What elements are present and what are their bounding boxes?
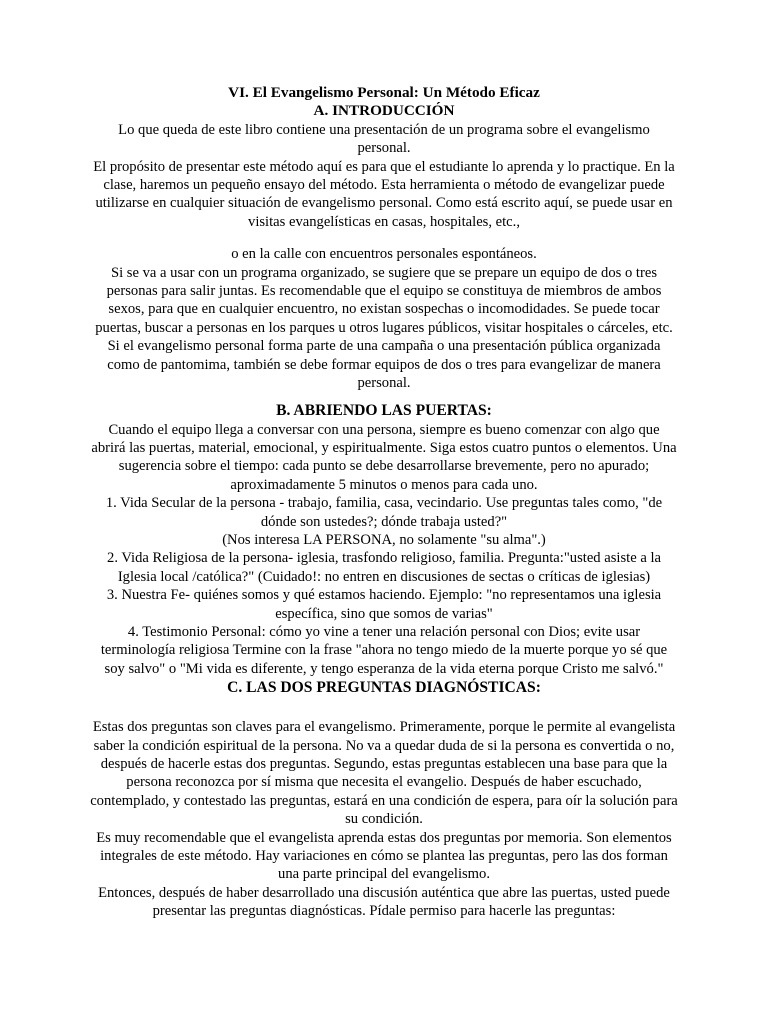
section-b-paragraph: Cuando el equipo llega a conversar con una persona, siempre es bueno comenzar con algo que abrirá las puertas, material, emocional, y espiritualmente. Siga estos cuatro puntos o elementos. Una sugerencia sobre el tiempo: cada punto se debe desarrollarse brevemente, pero no apurado; aproximadamente 5 minutos o menos para cada uno. <box>91 421 677 493</box>
document-title: VI. El Evangelismo Personal: Un Método Eficaz <box>228 84 540 101</box>
section-b-note: (Nos interesa LA PERSONA, no solamente "su alma".) <box>222 531 546 548</box>
section-b-list-item: 2. Vida Religiosa de la persona- iglesia, trasfondo religioso, familia. Pregunta:"usted asiste a la Iglesia local /católica?" (Cuidado!: no entren en discusiones de sectas o críticas de iglesias) <box>107 550 661 585</box>
section-b-list-item: 4. Testimonio Personal: cómo yo vine a tener una relación personal con Dios; evite usar terminología religiosa Termine con la frase "ahora no tengo miedo de la muerte porque yo sé que soy salvo" o "Mi vida es diferente, y tengo esperanza de la vida eterna porque Cristo me salvó." <box>100 623 668 677</box>
section-c-heading: C. LAS DOS PREGUNTAS DIAGNÓSTICAS: <box>227 679 541 697</box>
section-c-paragraph: Entonces, después de haber desarrollado una discusión auténtica que abre las puertas, usted puede presentar las preguntas diagnósticas. Pídale permiso para hacerle las preguntas: <box>98 884 670 920</box>
section-c-paragraph: Estas dos preguntas son claves para el evangelismo. Primeramente, porque le permite al evangelista saber la condición espiritual de la persona. No va a quedar duda de si la persona es convertida o no, después de hacerle estas dos preguntas. Segundo, estas preguntas establecen una base para que la persona reconozca por sí misma que necesita el evangelio. Después de haber escuchado, contemplado, y contestado las preguntas, estará en una condición de espera, para oír la solución para su condición. <box>90 719 678 828</box>
section-b-list-item: 3. Nuestra Fe- quiénes somos y qué estamos haciendo. Ejemplo: "no representamos una iglesia específica, sino que somos de varias" <box>106 587 662 622</box>
section-a-paragraph: El propósito de presentar este método aquí es para que el estudiante lo aprenda y lo practique. En la clase, haremos un pequeño ensayo del método. Esta herramienta o método de evangelizar puede utilizarse en cualquier situación de evangelismo personal. Como está escrito aquí, se puede usar en visitas evangelísticas en casas, hospitales, etc., <box>93 158 675 230</box>
section-b-list-item: 1. Vida Secular de la persona - trabajo, familia, casa, vecindario. Use preguntas tales como, "de dónde son ustedes?; dónde trabaja usted?" <box>105 495 663 530</box>
section-c-paragraph: Es muy recomendable que el evangelista aprenda estas dos preguntas por memoria. Son elementos integrales de este método. Hay variaciones en cómo se plantea las preguntas, pero las dos forman una parte principal del evangelismo. <box>96 829 672 883</box>
section-a-paragraph: o en la calle con encuentros personales espontáneos. <box>231 246 537 263</box>
section-a-paragraph: Si se va a usar con un programa organizado, se sugiere que se prepare un equipo de dos o tres personas para salir juntas. Es recomendable que el equipo se constituya de miembros de ambos sexos, para que en cualquier encuentro, no existan sospechas o incomodidades. Se puede tocar puertas, buscar a personas en los parques u otros lugares públicos, visitar hospitales o cárceles, etc. <box>95 264 673 336</box>
section-a-heading: A. INTRODUCCIÓN <box>313 102 455 120</box>
section-a-paragraph: Si el evangelismo personal forma parte de una campaña o una presentación pública organizada como de pantomima, también se debe formar equipos de dos o tres para evangelizar de manera personal. <box>107 338 661 392</box>
section-a-paragraph: Lo que queda de este libro contiene una presentación de un programa sobre el evangelismo personal. <box>118 121 650 157</box>
section-b-heading: B. ABRIENDO LAS PUERTAS: <box>276 401 492 419</box>
